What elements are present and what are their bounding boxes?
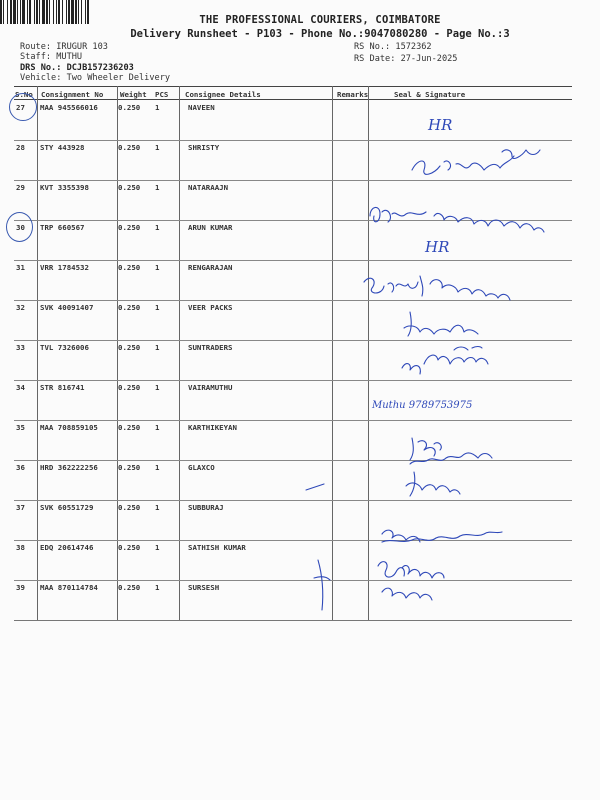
- cell-pcs: 1: [155, 503, 160, 512]
- cell-consignment: MAA 708859105: [40, 423, 98, 432]
- cell-weight: 0.250: [118, 303, 141, 312]
- cell-sno: 30: [16, 223, 25, 232]
- cell-consignee: GLAXCO: [188, 463, 215, 472]
- barcode-bar: [7, 0, 8, 24]
- signature-33: [398, 340, 508, 380]
- cell-pcs: 1: [155, 383, 160, 392]
- cell-weight: 0.250: [118, 263, 141, 272]
- cell-sno: 31: [16, 263, 25, 272]
- cell-consignee: SUNTRADERS: [188, 343, 233, 352]
- cell-consignee: NAVEEN: [188, 103, 215, 112]
- cell-sno: 36: [16, 463, 25, 472]
- cell-consignment: TVL 7326006: [40, 343, 89, 352]
- cell-weight: 0.250: [118, 383, 141, 392]
- signature-36: [402, 470, 472, 504]
- signature-35: [404, 434, 534, 474]
- cell-sno: 27: [16, 103, 25, 112]
- cell-consignee: NATARAAJN: [188, 183, 229, 192]
- cell-consignment: SVK 40091407: [40, 303, 94, 312]
- pen-circle-27: [9, 93, 37, 121]
- cell-weight: 0.250: [118, 183, 141, 192]
- rs-number: RS No.: 1572362: [354, 42, 432, 52]
- cell-consignment: MAA 870114784: [40, 583, 98, 592]
- rs-date: RS Date: 27-Jun-2025: [354, 54, 458, 64]
- cell-weight: 0.250: [118, 423, 141, 432]
- cell-consignment: HRD 362222256: [40, 463, 98, 472]
- signature-37: [378, 520, 518, 546]
- cell-consignment: KVT 3355398: [40, 183, 89, 192]
- cell-sno: 35: [16, 423, 25, 432]
- header-consignee: Consignee Details: [185, 90, 261, 99]
- cell-sno: 33: [16, 343, 25, 352]
- cell-sno: 28: [16, 143, 25, 152]
- cell-weight: 0.250: [118, 223, 141, 232]
- cell-weight: 0.250: [118, 463, 141, 472]
- vehicle: Vehicle: Two Wheeler Delivery: [20, 73, 171, 83]
- cell-sno: 34: [16, 383, 25, 392]
- header-seal: Seal & Signature: [394, 90, 466, 99]
- row-rule: [14, 500, 572, 501]
- table-header-rule: [14, 99, 572, 100]
- signature-38: [372, 556, 472, 602]
- cell-consignment: EDQ 20614746: [40, 543, 94, 552]
- staff: Staff: MUTHU: [20, 52, 83, 62]
- signature-29: [366, 198, 576, 234]
- row-rule: [14, 420, 572, 421]
- cell-consignee: SURSESH: [188, 583, 220, 592]
- row-rule: [14, 260, 572, 261]
- runsheet-title: Delivery Runsheet - P103 - Phone No.:9047080280 - Page No.:3: [130, 28, 510, 40]
- cell-consignee: ARUN KUMAR: [188, 223, 233, 232]
- pen-mark: [308, 556, 338, 616]
- barcode-bar: [17, 0, 18, 24]
- route: Route: IRUGUR 103: [20, 42, 108, 52]
- header-remarks: Remarks: [337, 90, 369, 99]
- header-pcs: PCS: [155, 90, 169, 99]
- table-top-rule: [14, 86, 572, 87]
- signature-28: [410, 138, 560, 183]
- header-sno: S.No: [15, 90, 33, 99]
- row-rule: [14, 580, 572, 581]
- cell-weight: 0.250: [118, 583, 141, 592]
- cell-consignee: SHRISTY: [188, 143, 220, 152]
- cell-weight: 0.250: [118, 503, 141, 512]
- signature-32: [400, 308, 490, 344]
- cell-consignee: SATHISH KUMAR: [188, 543, 246, 552]
- cell-sno: 38: [16, 543, 25, 552]
- cell-sno: 37: [16, 503, 25, 512]
- cell-pcs: 1: [155, 263, 160, 272]
- table-bottom-rule: [14, 620, 572, 621]
- row-rule: [14, 380, 572, 381]
- cell-consignment: SVK 60551729: [40, 503, 94, 512]
- cell-pcs: 1: [155, 143, 160, 152]
- barcode-bar: [13, 0, 16, 24]
- cell-pcs: 1: [155, 583, 160, 592]
- pen-tick: [304, 484, 326, 494]
- cell-pcs: 1: [155, 223, 160, 232]
- signature-31: [360, 270, 550, 306]
- cell-consignee: KARTHIKEYAN: [188, 423, 237, 432]
- cell-weight: 0.250: [118, 343, 141, 352]
- cell-sno: 39: [16, 583, 25, 592]
- cell-pcs: 1: [155, 343, 160, 352]
- pen-circle-30: [6, 212, 33, 242]
- barcode-bar: [0, 0, 2, 24]
- cell-consignment: VRR 1784532: [40, 263, 89, 272]
- cell-consignment: TRP 660567: [40, 223, 85, 232]
- cell-sno: 29: [16, 183, 25, 192]
- signature-34: Muthu 9789753975: [372, 400, 473, 411]
- cell-pcs: 1: [155, 543, 160, 552]
- cell-consignee: VEER PACKS: [188, 303, 233, 312]
- cell-weight: 0.250: [118, 143, 141, 152]
- cell-weight: 0.250: [118, 103, 141, 112]
- drs-number: DRS No.: DCJB157236203: [20, 63, 134, 73]
- cell-consignment: MAA 945566016: [40, 103, 98, 112]
- cell-pcs: 1: [155, 103, 160, 112]
- barcode-bar: [3, 0, 4, 24]
- cell-consignee: VAIRAMUTHU: [188, 383, 233, 392]
- cell-pcs: 1: [155, 303, 160, 312]
- header-consignment: Consignment No: [41, 90, 104, 99]
- cell-weight: 0.250: [118, 543, 141, 552]
- cell-pcs: 1: [155, 183, 160, 192]
- company-name: THE PROFESSIONAL COURIERS, COIMBATORE: [199, 14, 441, 26]
- header-weight: Weight: [120, 90, 147, 99]
- signature-30: HR: [425, 238, 450, 256]
- cell-consignment: STY 443928: [40, 143, 85, 152]
- cell-pcs: 1: [155, 463, 160, 472]
- barcode-bar: [10, 0, 12, 24]
- cell-consignee: SUBBURAJ: [188, 503, 224, 512]
- signature-27: HR: [428, 116, 453, 134]
- cell-pcs: 1: [155, 423, 160, 432]
- cell-consignee: RENGARAJAN: [188, 263, 233, 272]
- cell-consignment: STR 816741: [40, 383, 85, 392]
- cell-sno: 32: [16, 303, 25, 312]
